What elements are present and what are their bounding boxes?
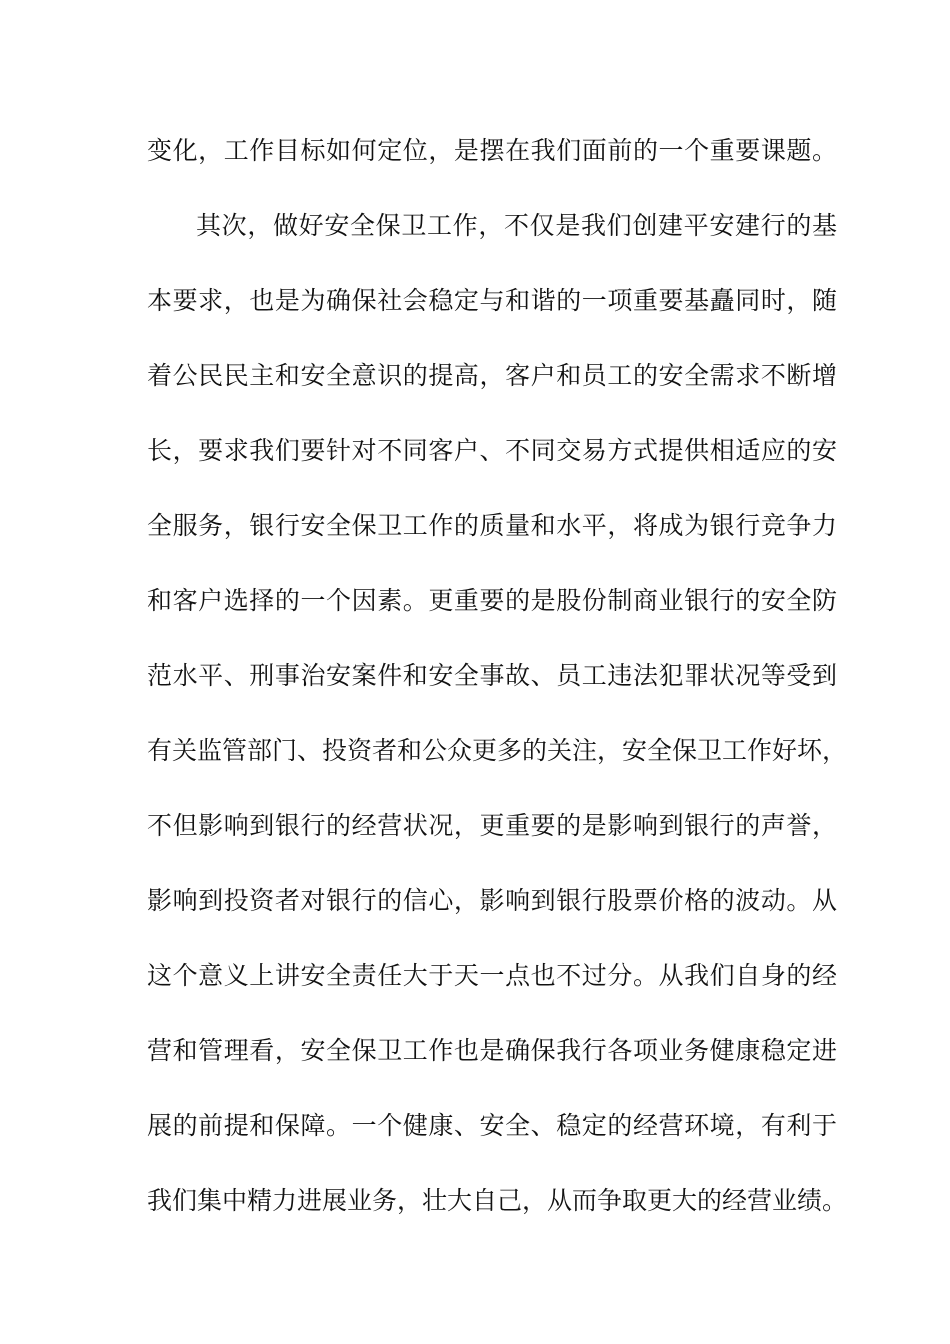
- text-line: 全服务，银行安全保卫工作的质量和水平，将成为银行竞争力: [147, 511, 837, 540]
- text-line: 长，要求我们要针对不同客户、不同交易方式提供相适应的安: [147, 436, 837, 465]
- text-line: 影响到投资者对银行的信心，影响到银行股票价格的波动。从: [147, 886, 837, 915]
- text-line: 其次，做好安全保卫工作，不仅是我们创建平安建行的基: [196, 211, 837, 240]
- text-line: 不但影响到银行的经营状况，更重要的是影响到银行的声誉，: [147, 811, 837, 840]
- text-line: 有关监管部门、投资者和公众更多的关注，安全保卫工作好坏，: [147, 736, 848, 765]
- text-line: 着公民民主和安全意识的提高，客户和员工的安全需求不断增: [147, 361, 837, 390]
- text-line: 展的前提和保障。一个健康、安全、稳定的经营环境，有利于: [147, 1111, 837, 1140]
- text-line: 本要求，也是为确保社会稳定与和谐的一项重要基矗同时，随: [147, 286, 837, 315]
- text-line: 这个意义上讲安全责任大于天一点也不过分。从我们自身的经: [147, 961, 837, 990]
- text-line: 我们集中精力进展业务，壮大自己，从而争取更大的经营业绩。: [147, 1186, 848, 1215]
- text-line: 和客户选择的一个因素。更重要的是股份制商业银行的安全防: [147, 586, 837, 615]
- text-line: 营和管理看，安全保卫工作也是确保我行各项业务健康稳定进: [147, 1036, 837, 1065]
- text-line: 变化，工作目标如何定位，是摆在我们面前的一个重要课题。: [147, 136, 837, 165]
- text-line: 范水平、刑事治安案件和安全事故、员工违法犯罪状况等受到: [147, 661, 837, 690]
